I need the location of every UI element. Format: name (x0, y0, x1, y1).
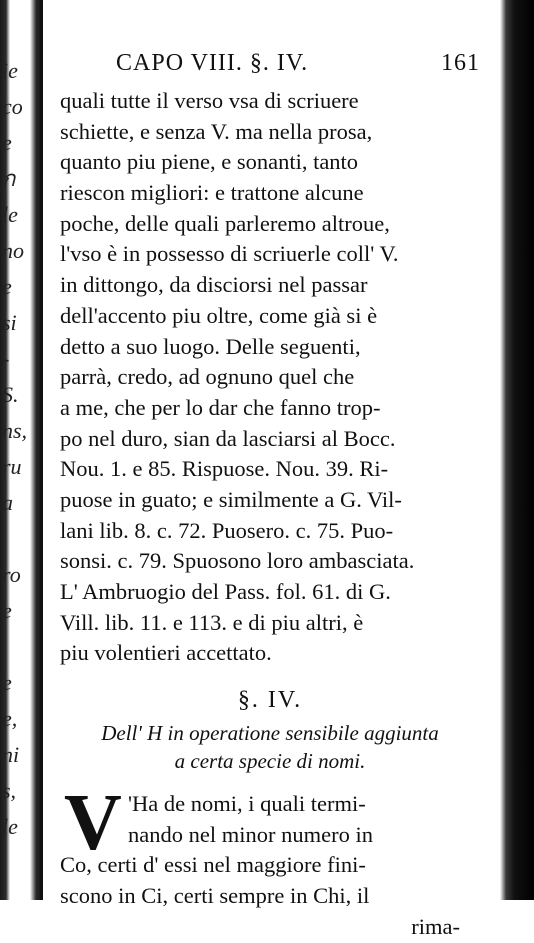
left-page-fragment: co (2, 96, 23, 118)
text-line: Co, certi d' essi nel maggiore fini- (60, 852, 366, 878)
text-line: quanto piu piene, e sonanti, tanto (60, 149, 359, 175)
text-line: 'Ha de nomi, i quali termi- (128, 791, 366, 817)
left-page-fragment: e (2, 672, 12, 694)
gutter (40, 0, 43, 900)
text-line: nando nel minor numero in (128, 821, 373, 847)
left-page-fragment: ro (2, 564, 21, 586)
left-page-fragment: s, (2, 780, 17, 802)
left-page-fragment: ie (2, 60, 18, 82)
text-line: lani lib. 8. c. 72. Puosero. c. 75. Puo- (60, 517, 394, 543)
text-line: poche, delle quali parleremo altroue, (60, 210, 390, 236)
running-head: CAPO VIII. §. IV. (116, 50, 309, 76)
left-page-fragment: ru (2, 456, 22, 478)
left-page-fragment: ns, (2, 420, 28, 442)
section-subtitle-line-2: a certa specie di nomi. (174, 749, 366, 774)
section-subtitle-line-1: Dell' H in operatione sensibile aggiunta (101, 721, 439, 746)
text-line: sonsi. c. 79. Spuosono loro ambasciata. (60, 548, 415, 574)
text-line: in dittongo, da disciorsi nel passar (60, 272, 368, 298)
text-line: Nou. 1. e 85. Rispuose. Nou. 39. Ri- (60, 456, 389, 482)
text-line: piu volentieri accettato. (60, 640, 272, 666)
catchword: rima- (411, 913, 460, 939)
left-page-fragment: - (2, 348, 10, 370)
left-page-fragment: e (2, 132, 12, 154)
page (60, 50, 480, 943)
paragraph-1 (60, 86, 480, 669)
text-line: dell'accento piu oltre, come già si è (60, 302, 378, 328)
text-line: scono in Ci, certi sempre in Chi, il (60, 883, 370, 909)
text-line: quali tutte il verso vsa di scriuere (60, 88, 359, 113)
left-page-fragment: a (2, 492, 13, 514)
left-page-fragment: S. (2, 384, 19, 406)
left-page-fragment: e (2, 276, 12, 298)
left-page-fragment: no (2, 240, 24, 262)
left-page-fragment: le (2, 204, 18, 226)
running-header (60, 50, 480, 84)
left-page-fragment: e, (2, 708, 18, 730)
text-line: schiette, e senza V. ma nella prosa, (60, 118, 373, 144)
text-line: puose in guato; e similmente a G. Vil- (60, 486, 402, 512)
left-page-fragment: ni (2, 744, 20, 766)
text-line: riescon migliori: e trattone alcune (60, 180, 364, 206)
text-line: detto a suo luogo. Delle seguenti, (60, 333, 361, 359)
section-title: §. IV. (237, 687, 303, 714)
left-page-fragment: si (2, 312, 17, 334)
left-page-fragment: e (2, 600, 12, 622)
text-line: L' Ambruogio del Pass. fol. 61. di G. (60, 579, 391, 604)
drop-cap: V (64, 779, 122, 868)
paragraph-2 (60, 779, 480, 942)
left-page-fragment: ก (2, 168, 16, 190)
text-line: parrà, credo, ad ognuno quel che (60, 364, 355, 390)
text-line: Vill. lib. 11. e 113. e di piu altri, è (60, 609, 364, 635)
text-line: po nel duro, sian da lasciarsi al Bocc. (60, 425, 396, 451)
text-line: l'vso è in possesso di scriuerle coll' V. (60, 241, 399, 267)
left-page-fragment: le (2, 816, 18, 838)
right-page-edge (500, 0, 534, 900)
text-line: a me, che per lo dar che fanno trop- (60, 394, 381, 420)
page-number: 161 (441, 50, 480, 76)
